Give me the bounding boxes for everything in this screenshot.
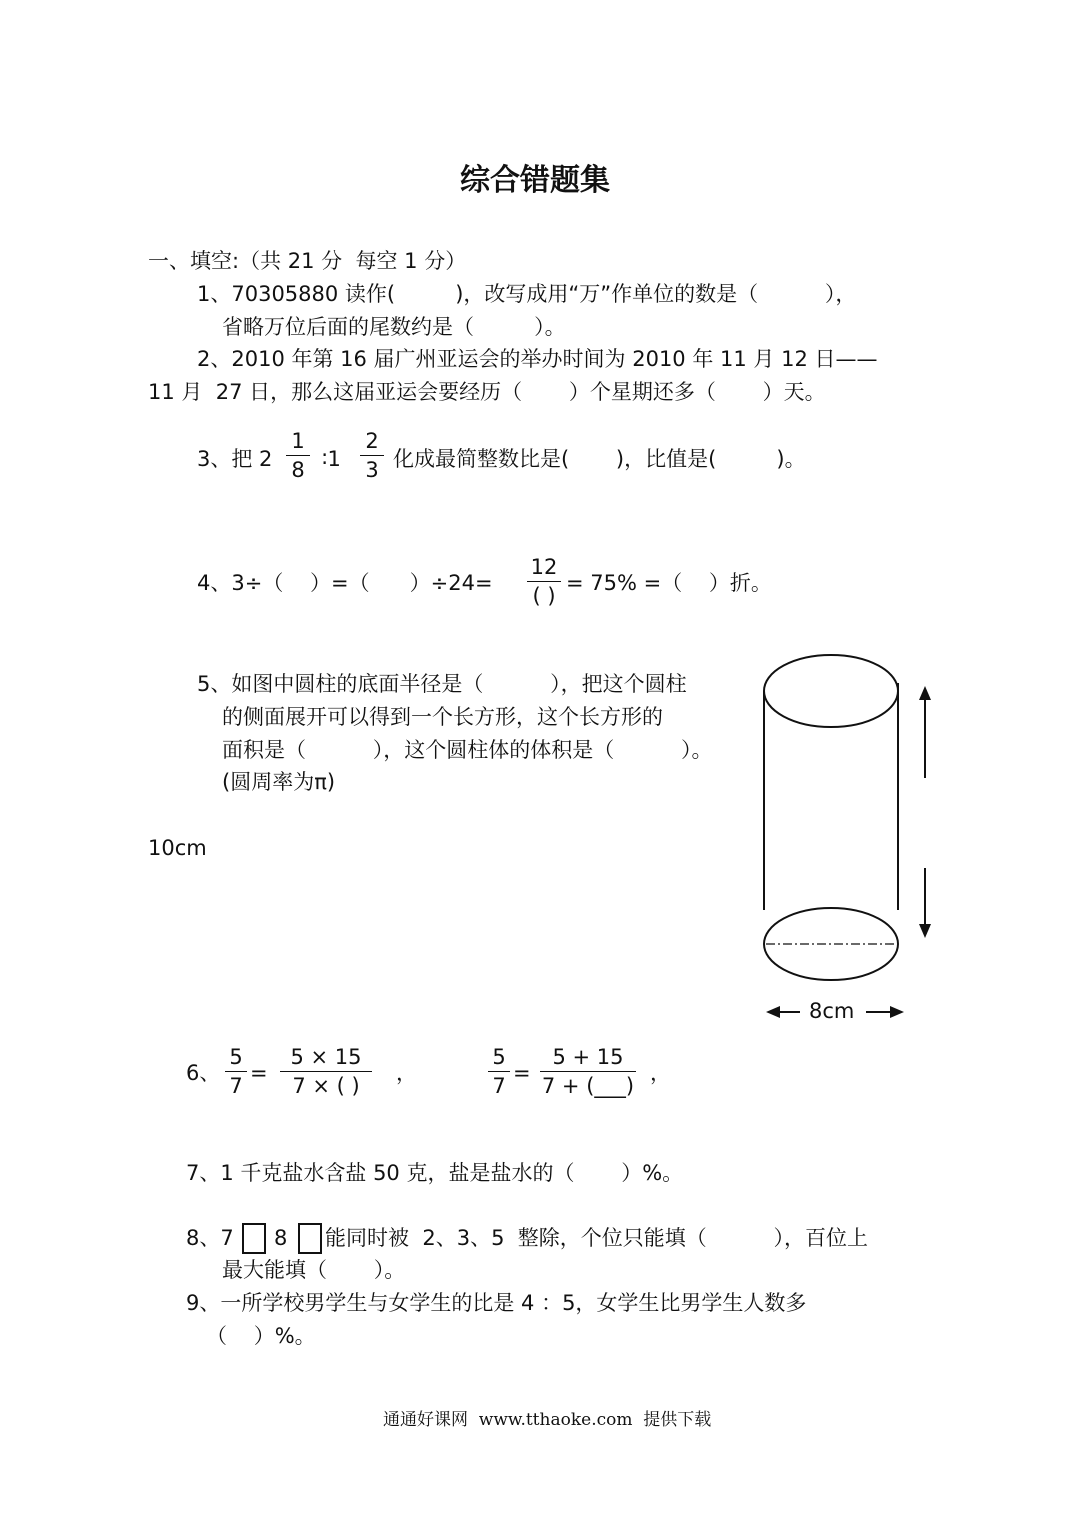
question-6-fraction-d (540, 1047, 636, 1097)
fraction-denominator: 8 (291, 458, 305, 482)
height-arrowhead-down (919, 924, 931, 938)
question-5-line-4: (圆周率为π) (222, 770, 336, 794)
fraction-numerator: 5 (225, 1047, 247, 1072)
fraction-denominator: 7 (229, 1074, 243, 1098)
question-2-line-2: 11 月 27 日，那么这届亚运会要经历（ ）个星期还多（ ）天。 (148, 380, 826, 404)
question-5-line-2: 的侧面展开可以得到一个长方形，这个长方形的 (222, 705, 663, 729)
question-6-comma-2: ， (650, 1061, 671, 1085)
question-6-fraction-b (280, 1047, 372, 1097)
footer-text: 通通好课网 www.tthaoke.com 提供下载 (383, 1410, 712, 1430)
fraction-numerator: 1 (286, 431, 310, 456)
question-1-line-2: 省略万位后面的尾数约是（ ）。 (222, 315, 566, 339)
height-arrowhead-up (919, 686, 931, 700)
question-5-line-1: 5、如图中圆柱的底面半径是（ ），把这个圆柱 (197, 672, 687, 696)
question-6-comma-1: ， (396, 1061, 417, 1085)
question-6-fraction-a (225, 1047, 247, 1097)
page-title: 综合错题集 (460, 163, 610, 198)
fraction-denominator: 7 + (___) (541, 1074, 635, 1098)
question-6-equals-2: = (513, 1061, 531, 1085)
question-7: 7、1 千克盐水含盐 50 克，盐是盐水的（ ）%。 (186, 1161, 684, 1185)
fraction-numerator: 2 (360, 431, 384, 456)
fraction-denominator: 7 × ( ) (292, 1074, 360, 1098)
fraction-denominator: 3 (365, 458, 379, 482)
question-9-line-1: 9、一所学校男学生与女学生的比是 4 ：5，女学生比男学生人数多 (186, 1291, 807, 1315)
question-8-line-2: 最大能填（ ）。 (222, 1258, 406, 1282)
fraction-numerator: 12 (527, 557, 561, 582)
cylinder-height-label: 10cm (148, 836, 207, 860)
question-8-part-3: 能同时被 2、3、5 整除，个位只能填（ ），百位上 (325, 1226, 869, 1250)
blank-box-1 (242, 1223, 266, 1254)
question-9-line-2: （ ）%。 (206, 1324, 316, 1348)
question-6-fraction-c (488, 1047, 510, 1097)
question-3-prefix: 3、把 2 (197, 447, 273, 471)
fraction-numerator: 5 + 15 (540, 1047, 636, 1072)
question-5-line-3: 面积是（ ），这个圆柱体的体积是（ ）。 (222, 738, 713, 762)
width-arrowhead-left (766, 1006, 780, 1018)
fraction-numerator: 5 × 15 (280, 1047, 372, 1072)
question-1-line-1: 1、70305880 读作( )，改写成用“万”作单位的数是（ ）， (197, 282, 857, 306)
section-heading: 一、填空:（共 21 分 每空 1 分） (148, 249, 467, 273)
question-6-equals-1: = (250, 1061, 268, 1085)
question-2-line-1: 2、2010 年第 16 届广州亚运会的举办时间为 2010 年 11 月 12 日—— (197, 347, 878, 371)
question-3-suffix: 化成最简整数比是( )，比值是( )。 (393, 447, 806, 471)
question-4-suffix: = 75% =（ ）折。 (566, 571, 772, 595)
fraction-denominator: 7 (492, 1074, 506, 1098)
fraction-denominator: ( ) (532, 584, 556, 608)
blank-box-2 (298, 1223, 322, 1254)
question-8-part-1: 8、7 (186, 1226, 234, 1250)
cylinder-top-ellipse (764, 655, 898, 727)
question-3-colon-whole: ∶1 (322, 447, 341, 471)
question-4-prefix: 4、3÷（ ）=（ ）÷24= (197, 571, 493, 595)
question-6-label: 6、 (186, 1061, 221, 1085)
cylinder-diameter-label: 8cm (809, 999, 855, 1023)
question-8-part-2: 8 (274, 1226, 288, 1250)
width-arrowhead-right (890, 1006, 904, 1018)
fraction-numerator: 5 (488, 1047, 510, 1072)
